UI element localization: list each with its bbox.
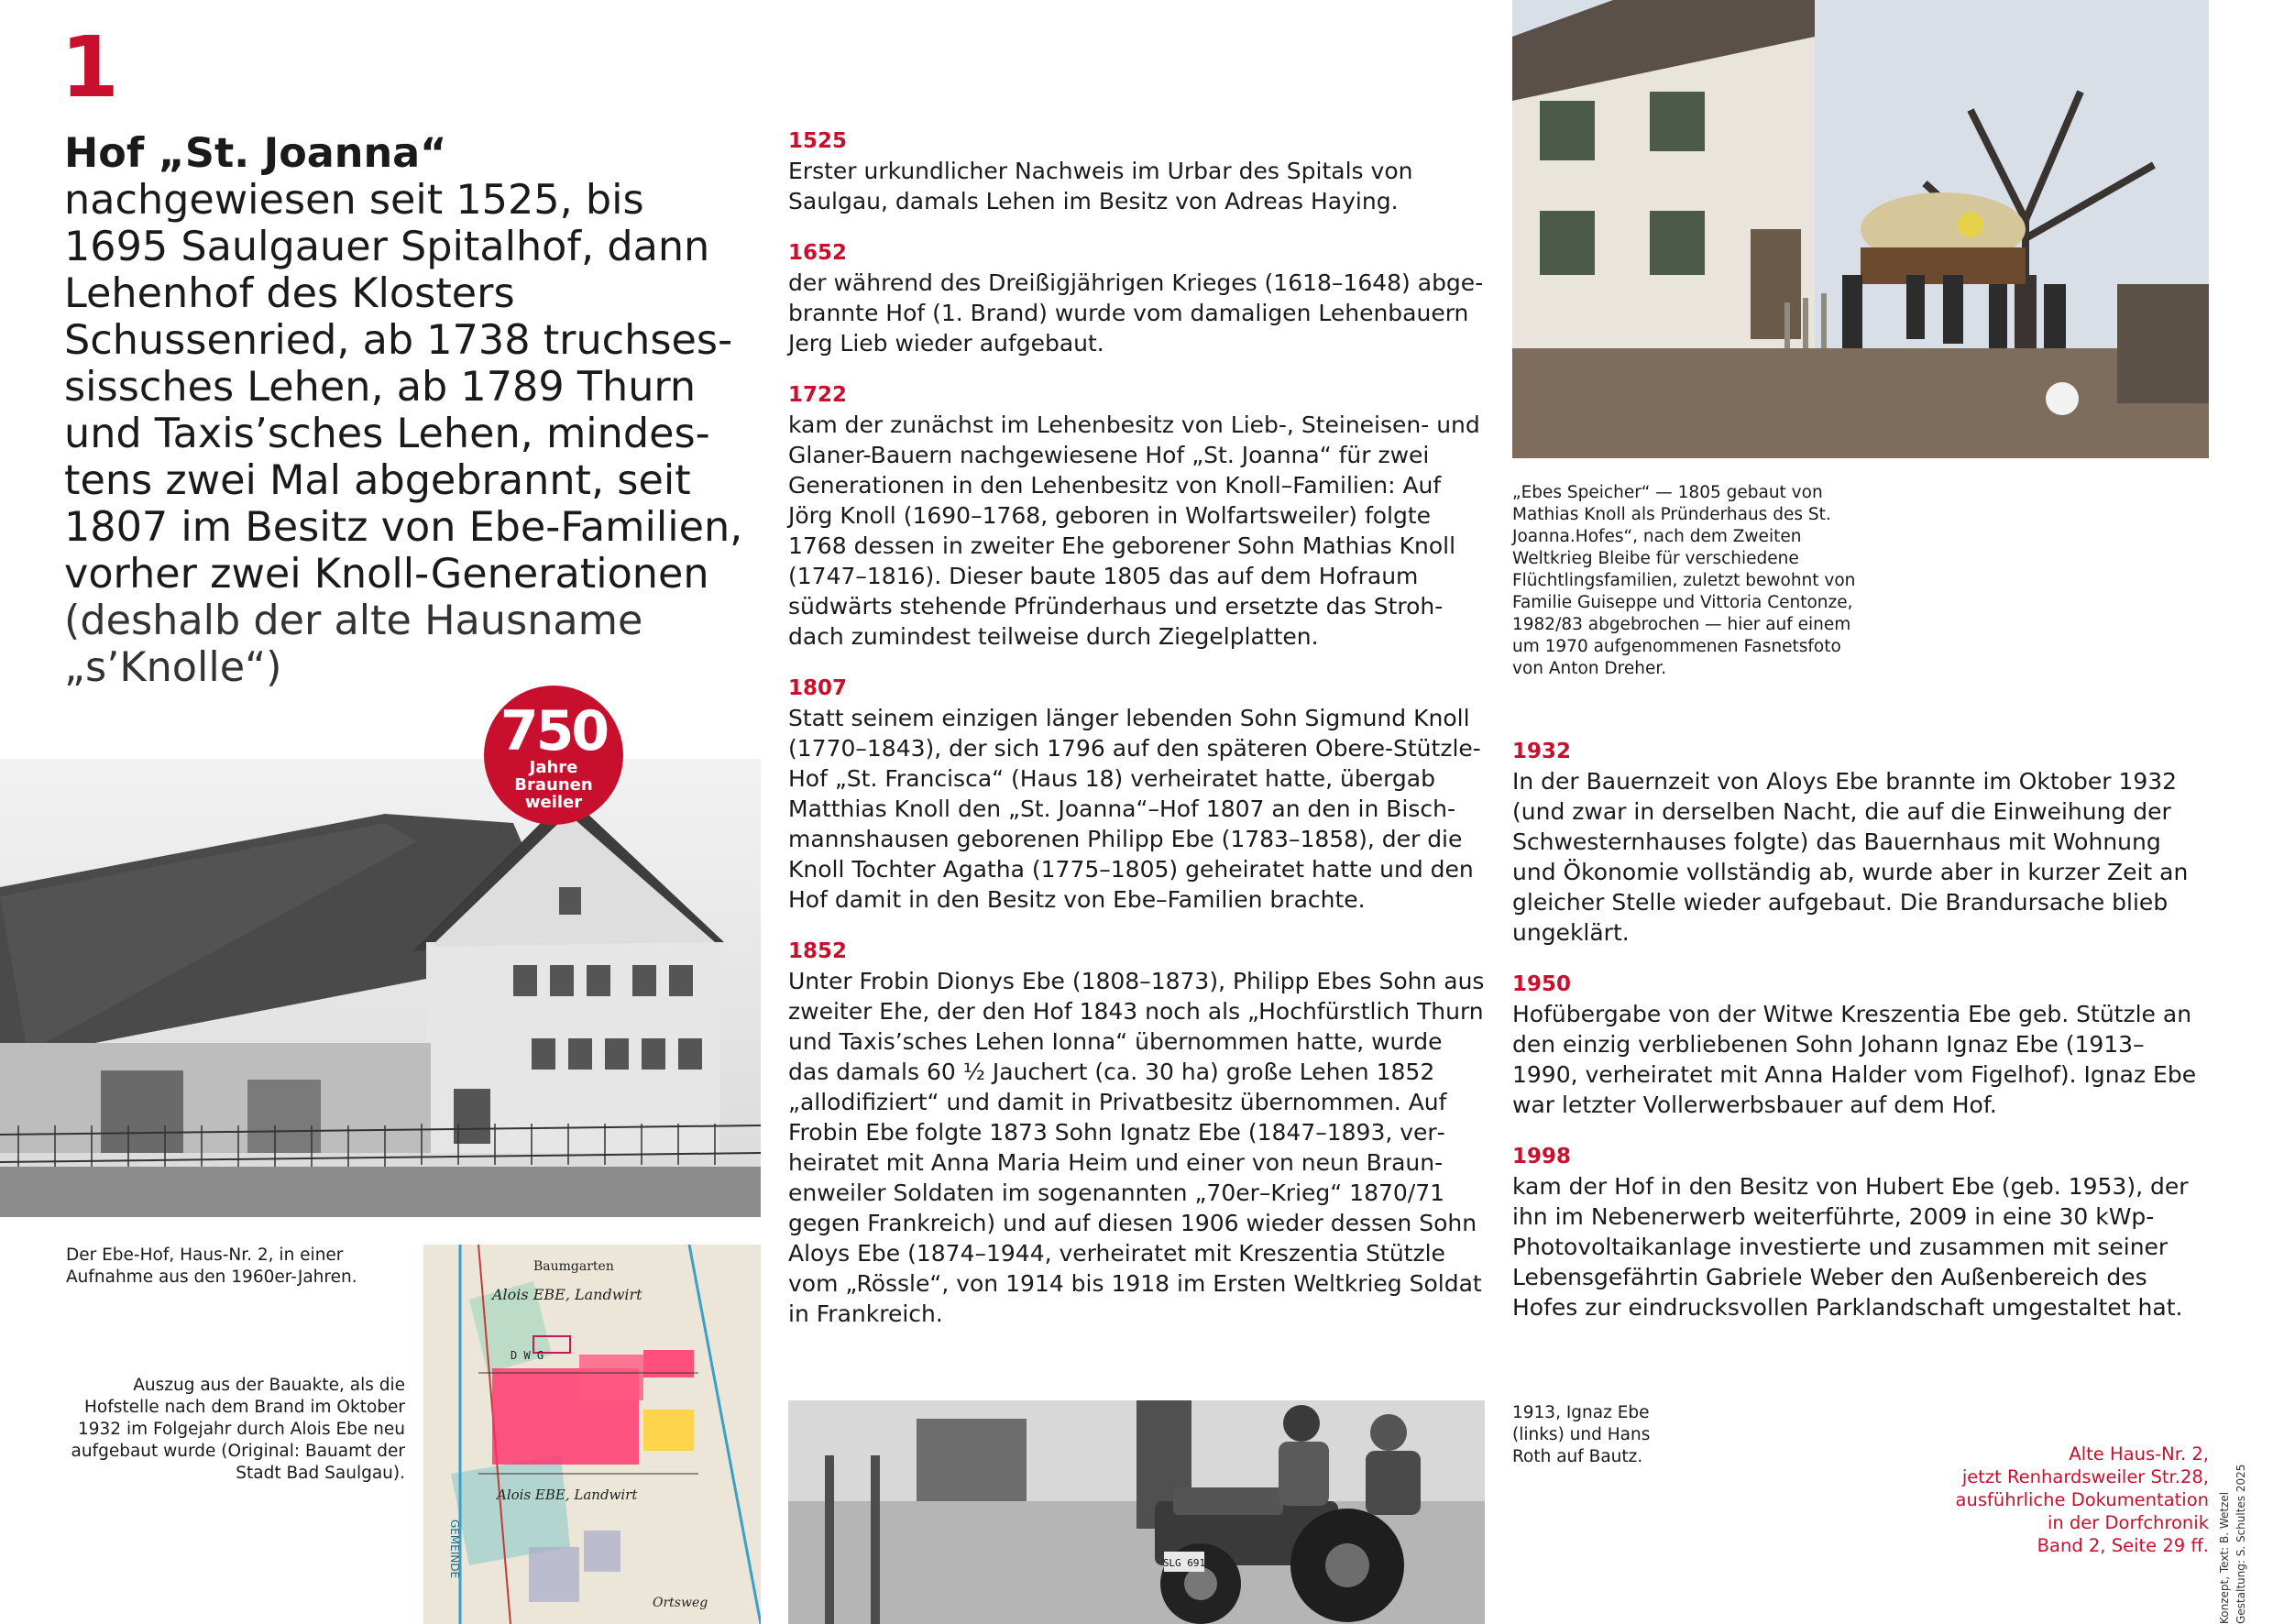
credits-line-1: Konzept, Text: B. Wetzel <box>2218 1491 2231 1624</box>
footer-line-5: Band 2, Seite 29 ff. <box>2037 1535 2209 1556</box>
caption-bauakte-source: (Original: Bauamt der Stadt Bad Saulgau). <box>221 1442 405 1483</box>
timeline-text: In der Bauernzeit von Aloys Ebe brannte im Oktober 1932 (und zwar in derselben Nacht, die auf die Einweihung der Schwesternhauses folgte) das Bauernhaus mit Wohnung und Ökonomie vollständig ab, wurde aber in kurzer Zeit an gleicher Stelle wieder aufgebaut. Die Brandursache blieb ungeklärt. <box>1512 768 2189 946</box>
timeline-year: 1998 <box>1512 1145 1572 1169</box>
timeline-year: 1852 <box>788 939 848 963</box>
timeline-entry <box>788 674 1485 915</box>
timeline-entry <box>788 380 1485 652</box>
tractor-photo <box>788 1400 1485 1624</box>
anniversary-badge <box>484 686 623 825</box>
timeline-text: kam der zunächst im Lehenbesitz von Lieb-, Steineisen- und Glaner-Bauern nachgewiesene Hof „St. Joanna“ für zwei Generationen in den Lehenbesitz von Knoll–Familien: Auf Jörg Knoll (1690–1768, geboren in Wolfartsweiler) folgte 1768 dessen in zweiter Ehe geborener Sohn Mathias Knoll (1747–1816). Dieser baute 1805 das auf dem Hofraum südwärts stehende Pfründerhaus und ersetzte das Strohdach zumindest teilweise durch Ziegelplatten. <box>788 411 1480 650</box>
credits-line-2: Gestaltung: S. Schultes 2025 <box>2235 1464 2247 1624</box>
caption-speicher: „Ebes Speicher“ — 1805 gebaut von Mathias Knoll als Pründerhaus des St. Joanna.Hofes“, nach dem Zweiten Weltkrieg Bleibe für verschiedene Flüchtlingsfamilien, zuletzt bewohnt von Familie Guiseppe und Vittoria Centonze, 1982/83 abgebrochen — hier auf einem um 1970 aufgenommenen Fasnetsfoto von Anton Dreher. <box>1512 483 1856 678</box>
timeline-entry <box>1512 970 2209 1120</box>
plan-owner-bottom: Alois EBE, Landwirt <box>497 1487 638 1503</box>
bauakte-plan <box>423 1245 761 1624</box>
timeline-text: Statt seinem einzigen länger lebenden Sohn Sigmund Knoll (1770–1843), der sich 1796 auf den späteren Obere-Stützle-Hof „St. Francisca“ (Haus 18) verheiratet hatte, übergab Matthias Knoll den „St. Joanna“–Hof 1807 an den in Bischmannshausen geborenen Philipp Ebe (1783–1858), der die Knoll Tochter Agatha (1775–1805) geheiratet hatte und den Hof damit in den Besitz von Ebe–Familien brachte. <box>788 705 1481 913</box>
timeline-column-2 <box>1512 737 2209 1344</box>
caption-tractor: 1913, Ignaz Ebe (links) und Hans Roth auf Bautz. <box>1512 1403 1651 1466</box>
credits <box>2216 1395 2257 1624</box>
badge-line-2: Braunen <box>514 775 593 795</box>
ebe-hof-photo <box>0 759 761 1217</box>
headline-body: nachgewiesen seit 1525, bis 1695 Saulgauer Spitalhof, dann Lehenhof des Klosters Schussenried, ab 1738 truchsessissches Lehen, ab 1789 Thurn und Taxis’sches Lehen, mindestens zwei Mal abgebrannt, seit 1807 im Besitz von Ebe-Familien, vorher zwei Knoll-Generationen <box>64 177 743 598</box>
footer-reference <box>1879 1443 2209 1557</box>
footer-line-1: Alte Haus-Nr. 2, <box>2069 1443 2209 1465</box>
timeline-column-1 <box>788 126 1485 1351</box>
footer-line-3: ausführliche Dokumentation <box>1955 1489 2209 1510</box>
timeline-year: 1807 <box>788 676 848 700</box>
timeline-text: Erster urkundlicher Nachweis im Urbar des Spitals von Saulgau, damals Lehen im Besitz von Adreas Haying. <box>788 158 1413 214</box>
timeline-entry <box>1512 737 2209 948</box>
timeline-year: 1950 <box>1512 972 1572 996</box>
caption-ebe-hof: Der Ebe-Hof, Haus-Nr. 2, in einer Aufnahme aus den 1960er-Jahren. <box>66 1245 357 1287</box>
headline <box>64 130 761 691</box>
plan-baumgarten-label: Baumgarten <box>533 1259 614 1274</box>
badge-number: 750 <box>500 699 608 763</box>
plan-ortsweg-label: Ortsweg <box>653 1596 708 1610</box>
timeline-year: 1652 <box>788 241 848 265</box>
badge-line-1: Jahre <box>529 758 578 777</box>
footer-line-2: jetzt Renhardsweiler Str.28, <box>1961 1466 2209 1487</box>
footer-line-4: in der Dorfchronik <box>2047 1512 2209 1533</box>
badge-line-3: weiler <box>524 793 583 812</box>
plan-dwg-label: D W G <box>511 1349 544 1362</box>
plan-owner-top: Alois EBE, Landwirt <box>492 1286 642 1303</box>
tractor-plate: SLG 691 <box>1162 1557 1206 1569</box>
timeline-entry <box>788 126 1485 216</box>
plan-grenze-label: GEMEINDE <box>448 1520 461 1579</box>
headline-aside: (deshalb der alte Hausname „s’Knolle“) <box>64 598 643 691</box>
caption-bauakte <box>66 1375 405 1485</box>
caption-bauakte-text: Auszug aus der Bauakte, als die Hofstelle nach dem Brand im Oktober 1932 im Folgejahr durch Alois Ebe neu aufgebaut wurde <box>71 1376 405 1461</box>
timeline-entry <box>788 238 1485 358</box>
timeline-text: Unter Frobin Dionys Ebe (1808–1873), Philipp Ebes Sohn aus zweiter Ehe, der den Hof 1843 noch als „Hochfürstlich Thurn und Taxis’sches Lehen Ionna“ übernommen hatte, wurde das damals 60 ½ Jauchert (ca. 30 ha) große Lehen 1852 „allodifiziert“ und damit in Privatbesitz übernommen. Auf Frobin Ebe folgte 1873 Sohn Ignatz Ebe (1847–1893, verheiratet mit Anna Maria Heim und einer von neun Braunenweiler Soldaten im sogenannten „70er–Krieg“ 1870/71 gegen Frankreich) und auf diesen 1906 wieder dessen Sohn Aloys Ebe (1874–1944, verheiratet mit Kreszentia Stützle vom „Rössle“, von 1914 bis 1918 im Ersten Weltkrieg Soldat in Frankreich. <box>788 968 1485 1327</box>
timeline-entry <box>1512 1142 2209 1322</box>
timeline-year: 1525 <box>788 129 848 153</box>
timeline-entry <box>788 937 1485 1329</box>
timeline-text: der während des Dreißigjährigen Krieges (1618–1648) abgebrannte Hof (1. Brand) wurde vom damaligen Lehenbauern Jerg Lieb wieder aufgebaut. <box>788 269 1484 357</box>
headline-title: Hof „St. Joanna“ <box>64 130 447 177</box>
timeline-year: 1932 <box>1512 740 1572 763</box>
section-number: 1 <box>60 18 120 116</box>
timeline-text: kam der Hof in den Besitz von Hubert Ebe (geb. 1953), der ihn im Nebenerwerb weiterführte, 2009 in eine 30 kWp-Photovoltaikanlage investierte und zusammen mit seiner Lebensgefährtin Gabriele Weber den Außenbereich des Hofes zur eindrucksvollen Parklandschaft umgestaltet hat. <box>1512 1173 2189 1321</box>
timeline-text: Hofübergabe von der Witwe Kreszentia Ebe geb. Stützle an den einzig verbliebenen Sohn Johann Ignaz Ebe (1913–1990, verheiratet mit Anna Halder vom Figelhof). Ignaz Ebe war letzter Vollerwerbsbauer auf dem Hof. <box>1512 1001 2197 1118</box>
timeline-year: 1722 <box>788 383 848 407</box>
speicher-photo <box>1512 0 2209 458</box>
